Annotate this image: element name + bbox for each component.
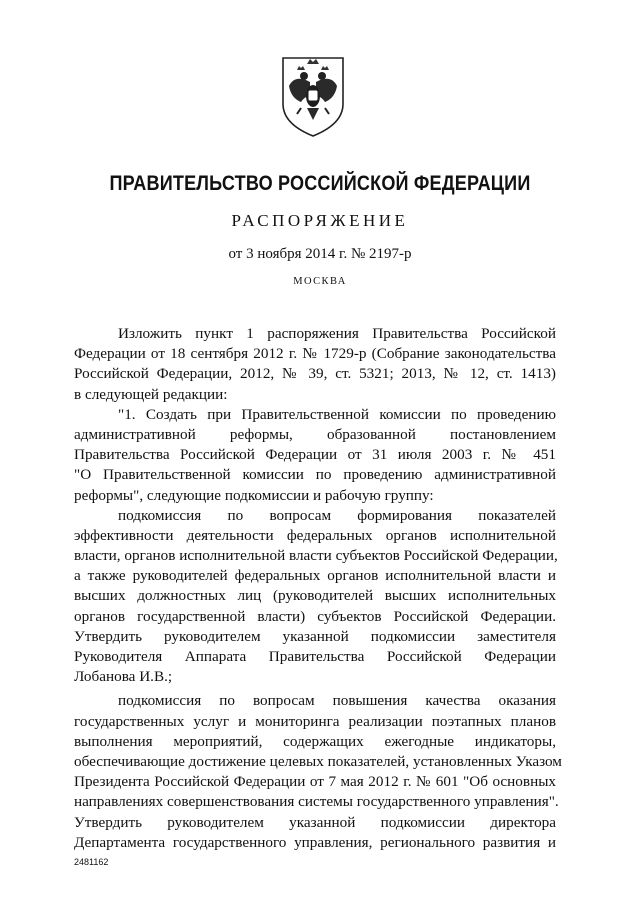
text-line: эффективности деятельности федеральных органов исполнительной [74,526,556,544]
paragraph [74,324,556,405]
text-line: Утвердить руководителем указанной подкомиссии заместителя [74,627,556,645]
text-line: "1. Создать при Правительственной комиссии по проведению [118,405,556,423]
document-city: МОСКВА [293,276,347,287]
text-line: Изложить пункт 1 распоряжения Правительства Российской [118,325,556,342]
text-line: Утвердить руководителем указанной подкомиссии директора [74,813,556,831]
russian-coat-of-arms-icon [277,52,349,138]
paragraph [74,691,562,853]
document-body [74,324,562,853]
text-line: Руководителя Аппарата Правительства Российской Федерации [74,648,556,665]
text-line: Департамента государственного управления, регионального развития и [74,833,556,851]
text-line: Лобанова И.В.; [74,668,173,686]
document-type: РАСПОРЯЖЕНИЕ [231,211,409,230]
text-line: "О Правительственной комиссии по проведению административной [74,466,556,484]
text-line: государственных услуг и мониторинга реализации поэтапных планов [74,712,556,730]
text-line: реформы", следующие подкомиссии и рабочую группу: [74,486,434,504]
text-line: высших должностных лиц (руководителей высших исполнительных [74,587,556,605]
text-line: Правительства Российской Федерации от 31 июля 2003 г. № 451 [74,446,556,464]
government-title: ПРАВИТЕЛЬСТВО РОССИЙСКОЙ ФЕДЕРАЦИИ [109,172,531,195]
text-line: Федерации от 18 сентября 2012 г. № 1729-р (Собрание законодательства [74,345,556,363]
paragraph [74,405,556,506]
paragraph [74,506,556,688]
text-line: а также руководителей федеральных органов исполнительной власти и [74,567,556,585]
text-line: выполнения мероприятий, содержащих ежегодные индикаторы, [74,732,556,750]
document-code: 2481162 [74,857,109,867]
text-line: Президента Российской Федерации от 7 мая 2012 г. № 601 "Об основных [74,773,556,791]
text-line: в следующей редакции: [74,385,228,403]
text-line: подкомиссия по вопросам повышения качества оказания [118,692,556,710]
text-line: подкомиссия по вопросам формирования показателей [118,506,556,524]
document-date-number: от 3 ноября 2014 г. № 2197-р [228,246,412,262]
text-line: Российской Федерации, 2012, № 39, ст. 5321; 2013, № 12, ст. 1413) [74,365,556,383]
text-line: власти, органов исполнительной власти субъектов Российской Федерации, [74,547,558,565]
text-line: направлениях совершенствования системы государственного управления". [74,793,559,811]
text-line: обеспечивающие достижение целевых показателей, установленных Указом [74,752,562,770]
text-line: административной реформы, образованной постановлением [74,425,556,443]
text-line: органов государственной власти) субъектов Российской Федерации. [74,607,556,625]
